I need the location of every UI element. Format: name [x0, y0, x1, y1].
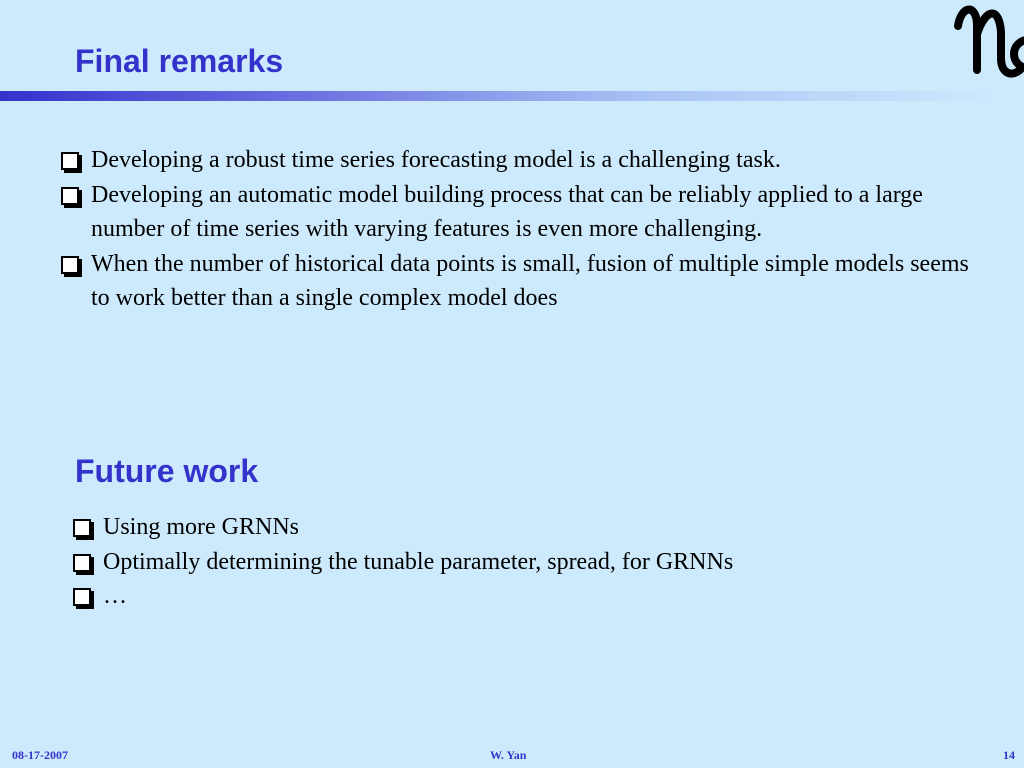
checkbox-bullet-icon: [73, 554, 91, 572]
list-item: [59, 178, 989, 247]
checkbox-bullet-icon: [73, 519, 91, 537]
title-divider: [0, 91, 1000, 101]
bullet-text: …: [103, 583, 127, 609]
remarks-list: [59, 143, 989, 316]
list-item: [71, 579, 971, 614]
future-work-list: [71, 510, 971, 614]
bullet-text: Developing an automatic model building process that can be reliably applied to a large number of time series with varying features is even more challenging.: [91, 181, 923, 242]
section-title: Future work: [75, 453, 259, 489]
footer-author: W. Yan: [490, 748, 527, 762]
bullet-text: Optimally determining the tunable parameter, spread, for GRNNs: [103, 548, 734, 575]
page-title: Final remarks: [75, 43, 284, 79]
slide-number: 14: [1003, 748, 1015, 762]
list-item: [71, 510, 971, 545]
bullet-text: Using more GRNNs: [103, 514, 299, 540]
checkbox-bullet-icon: [61, 256, 79, 274]
list-item: [71, 545, 971, 580]
capricorn-symbol-icon: [952, 0, 1024, 92]
checkbox-bullet-icon: [61, 152, 79, 170]
bullet-text: Developing a robust time series forecasting model is a challenging task.: [91, 147, 781, 173]
list-item: [59, 247, 989, 316]
list-item: [59, 143, 989, 178]
checkbox-bullet-icon: [61, 187, 79, 205]
checkbox-bullet-icon: [73, 588, 91, 606]
footer-date: 08-17-2007: [12, 748, 68, 762]
bullet-text: When the number of historical data points is small, fusion of multiple simple models seems to work better than a single complex model does: [91, 250, 969, 311]
